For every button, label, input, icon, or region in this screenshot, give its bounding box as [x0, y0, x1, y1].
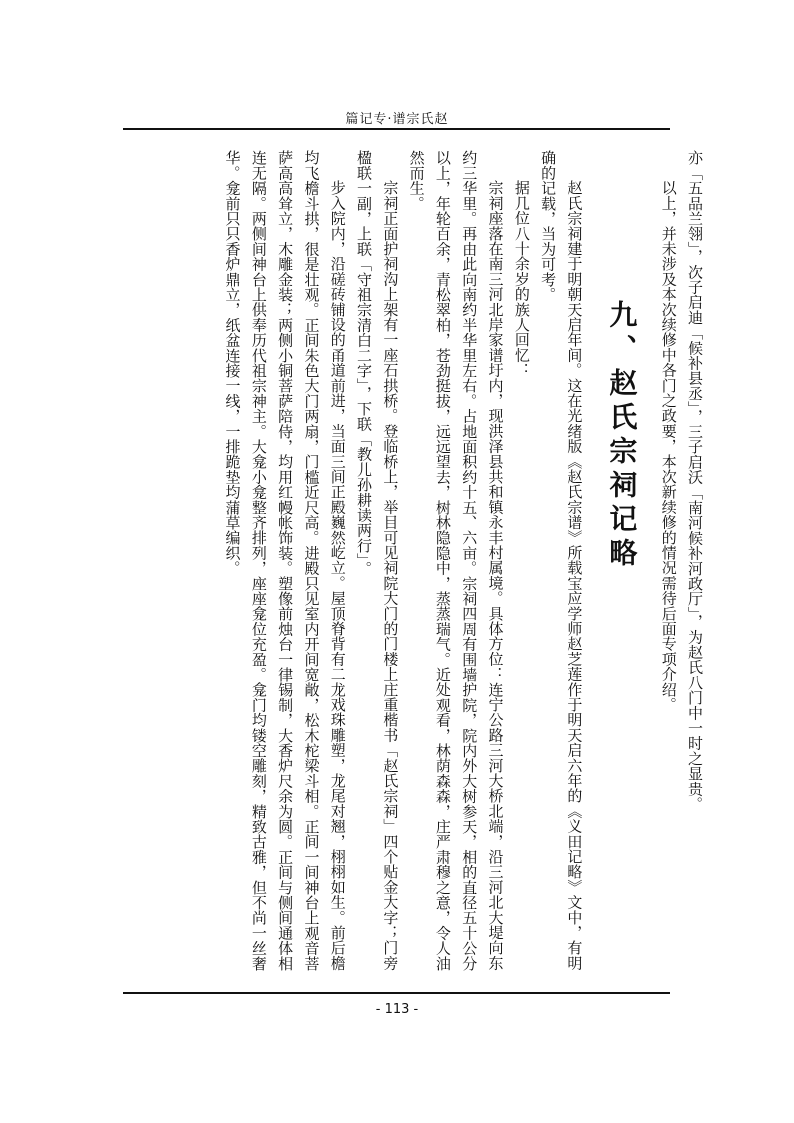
vertical-body-text: [108, 150, 708, 980]
paragraph-7: 步入院内，沿磋砖铺设的甬道前进，当面三间正殿巍然屹立。屋顶脊背有二龙戏珠雕塑，龙尾对翘，栩栩如生。前后檐均飞檐斗拱，很是壮观。正间朱色大门两扇，门槛近尺高。进殿只见室内开间宽敞，松木柁梁斗相。正间一间神台上观音菩萨高高耸立，木雕金装；两侧小铜菩萨陪侍，均用红幔帐饰装。塑像前烛台一律锡制，大香炉尺余为圆。正间与侧间通体相连无隔。两侧间神台上供奉历代祖宗神主。大龛小龛整齐排列，座座龛位充盈。龛门均镂空雕刻，精致古雅，但不尚一丝奢华。龛前只只香炉鼎立，纸盆连接一线，一排跪垫均蒲草编织。: [223, 150, 347, 971]
running-header: 篇记专·谱宗氏赵: [345, 112, 449, 127]
paragraph-2: 以上，并未涉及本次续修中各门之政要，本次新续修的情况需待后面专项介绍。: [659, 180, 678, 712]
page-number: - 113 -: [375, 1002, 419, 1017]
section-title: 九、赵氏宗祠记略: [605, 300, 639, 572]
paragraph-5: 宗祠座落在南三河北岸家谱圩内，现洪泽县共和镇永丰村属境。具体方位：连宁公路三河大桥北端，沿三河北大堤向东约三华里。再由此向南约半华里左右。占地面积约十五、六亩。宗祠四周有围墙护院，院内外大树参天，相的直径五十公分以上，年轮百余，青松翠柏，苍劲挺拔，远远望去，树林隐隐中，蒸蒸瑞气。近处观看，林荫森森，庄严肃穆之意，令人油然而生。: [407, 150, 505, 971]
paragraph-3: 赵氏宗祠建于明朝天启年间。这在光绪版《赵氏宗谱》所载宝应学师赵芝莲作于明天启六年的《义田记略》文中，有明确的记载，当为可考。: [539, 150, 584, 971]
paragraph-4: 据几位八十余岁的族人回忆：: [512, 180, 531, 378]
paragraph-1: 亦「五品兰翎」，次子启迪「候补县丞」，三子启沃「南河候补河政厅」，为赵氏八门中一时之显贵。: [686, 150, 704, 812]
footer-rule: [123, 992, 670, 994]
paragraph-6: 宗祠正面护祠沟上架有一座石拱桥。登临桥上，举目可见祠院大门的门楼上庄重楷书「赵氏宗祠」四个贴金大字；门旁楹联一副，上联「守祖宗清白二字」，下联「教儿孙耕读两行」。: [355, 150, 400, 971]
header-rule: [123, 128, 670, 130]
